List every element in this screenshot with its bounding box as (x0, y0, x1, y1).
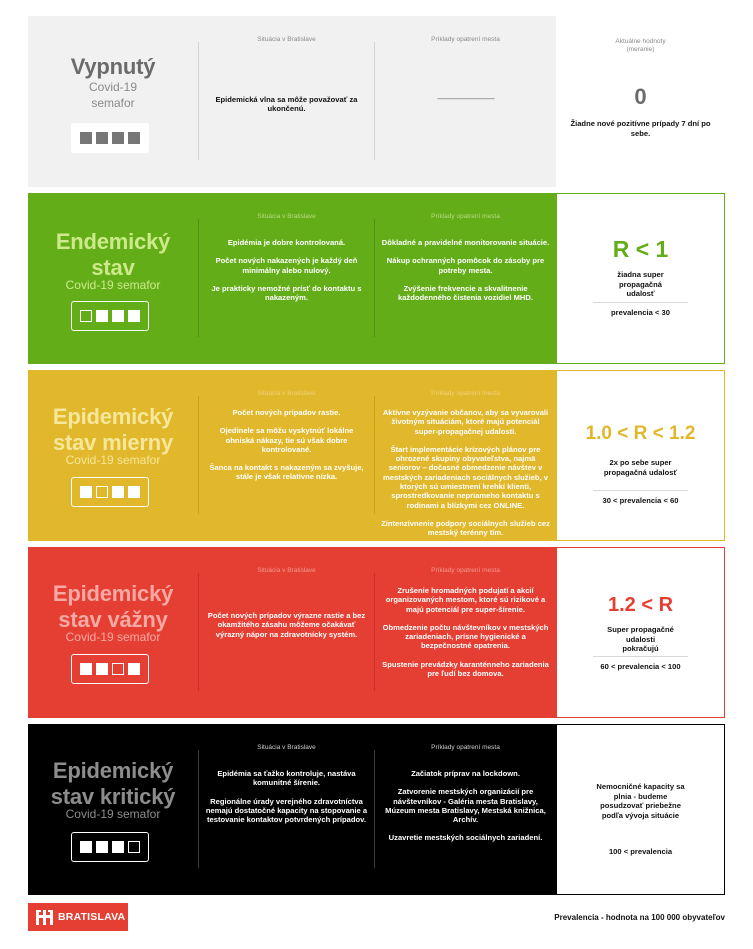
situation-text (205, 408, 368, 482)
situation-text (205, 769, 368, 824)
measures-text (381, 408, 550, 538)
value-separator (593, 656, 688, 657)
current-values (556, 370, 725, 541)
level-label (28, 193, 198, 364)
semafor-squares-icon (71, 832, 149, 862)
measures-item: Spustenie prevádzky karanténneho zariadenia pre ľudí bez domova. (382, 659, 549, 679)
situation-text (205, 238, 368, 302)
semafor-squares-icon (71, 654, 149, 684)
situation-item: Počet nových nakazených je každý deň minimálny alebo nulový. (215, 256, 358, 275)
column-header: Situácia v Bratislave (257, 567, 316, 574)
situation-item: Epidémia je dobre kontrolovaná. (227, 238, 346, 247)
level-subtitle: Covid-19 semafor (65, 453, 161, 467)
current-values (556, 193, 725, 364)
column-header: Situácia v Bratislave (257, 744, 316, 751)
column-header: Situácia v Bratislave (257, 36, 316, 43)
situation-item: Je prakticky nemožné prísť do kontaktu s nakazeným. (211, 283, 362, 303)
level-title: Endemický stav (55, 229, 171, 280)
situation-item: Epidémia sa ťažko kontroluje, nastáva komunitné šírenie. (217, 769, 356, 788)
situation-column (199, 193, 374, 364)
brand-name: BRATISLAVA (58, 911, 126, 923)
measures-item: Zatvorenie mestských organizácií pre návštevníkov - Galéria mesta Bratislavy, Múzeum mesta Bratislavy, Mestská knižnica, Archív. (385, 787, 546, 825)
prevalence-text: 100 < prevalencia (608, 847, 673, 856)
measures-text (381, 586, 550, 678)
value-indicator: R < 1 (612, 236, 669, 262)
measures-item: Obmedzenie počtu návštevníkov v mestských zariadeniach, prísne hygienické a bezpečnostné opatrenia. (382, 622, 549, 651)
column-header: Príklady opatrení mesta (431, 744, 500, 751)
semafor-level-critical (28, 724, 725, 895)
column-header: Situácia v Bratislave (257, 213, 316, 220)
semafor-squares-icon (71, 301, 149, 331)
semafor-level-endemic (28, 193, 725, 364)
current-values (556, 547, 725, 718)
measures-item: Začiatok príprav na lockdown. (411, 769, 520, 778)
level-subtitle: Covid-19 semafor (88, 80, 138, 110)
situation-text (205, 95, 368, 114)
value-description: Žiadne nové pozitívne prípady 7 dní po sebe. (570, 119, 711, 138)
semafor-level-serious (28, 547, 725, 718)
column-header: Príklady opatrení mesta (431, 567, 500, 574)
column-header: Príklady opatrení mesta (431, 390, 500, 397)
level-label (28, 724, 198, 895)
value-description: žiadna super propagačná udalosť (617, 270, 664, 299)
prevalence-text: 30 < prevalencia < 60 (602, 496, 679, 505)
situation-column (199, 370, 374, 541)
current-values (556, 724, 725, 895)
bratislava-logo (28, 903, 128, 931)
semafor-squares-icon (71, 477, 149, 507)
semafor-squares-icon (71, 123, 149, 153)
situation-item: Šanca na kontakt s nakazeným sa zvyšuje, stále je však relatívne nízka. (209, 463, 364, 482)
value-description: 2x po sebe super propagačná udalosť (603, 458, 678, 477)
measures-item: Aktívne vyzývanie občanov, aby sa vyvarovali životným situáciám, ktoré majú potenciál super-propagačnej udalosti. (382, 408, 549, 436)
situation-item: Regionálne úrady verejného zdravotníctva nemajú dostatočné kapacity na stopovanie a testovanie kontaktov potvrdených prípadov. (205, 796, 368, 825)
value-description: Nemocničné kapacity sa plnia - budeme posudzovať priebežne podľa vývoja situácie (596, 782, 685, 820)
measures-item: ——————— (437, 93, 494, 103)
column-header: Príklady opatrení mesta (431, 213, 500, 220)
level-title: Epidemický stav mierny (52, 404, 174, 455)
measures-column (375, 724, 556, 895)
level-title: Vypnutý (70, 54, 156, 79)
level-label (28, 370, 198, 541)
level-subtitle: Covid-19 semafor (65, 630, 161, 644)
prevalence-text: 60 < prevalencia < 100 (600, 662, 681, 671)
column-header: Aktuálne hodnoty (meranie) (615, 38, 666, 53)
situation-column (199, 16, 374, 187)
level-subtitle: Covid-19 semafor (65, 278, 161, 292)
value-description: Super propagačné udalosti pokračujú (607, 625, 674, 654)
value-separator (593, 490, 688, 491)
measures-item: Zvýšenie frekvencie a skvalitnenie každodenného čistenia vozidiel MHD. (397, 283, 534, 303)
measures-item: Zrušenie hromadných podujatí a akcií organizovaných mestom, ktoré sú rizikové a majú potenciál pre super-šírenie. (385, 586, 546, 614)
value-indicator: 1.2 < R (607, 594, 674, 616)
level-label (28, 547, 198, 718)
measures-item: Uzavretie mestských sociálnych zariadení. (388, 833, 543, 843)
measures-item: Nákup ochranných pomôcok do zásoby pre potreby mesta. (386, 256, 545, 275)
measures-column (375, 547, 556, 718)
current-values (556, 16, 725, 187)
level-title: Epidemický stav kritický (50, 758, 176, 809)
measures-column (375, 193, 556, 364)
semafor-level-mild (28, 370, 725, 541)
value-indicator: 0 (634, 84, 647, 109)
column-header: Príklady opatrení mesta (431, 36, 500, 43)
prevalence-text: prevalencia < 30 (611, 308, 670, 317)
situation-column (199, 547, 374, 718)
level-subtitle: Covid-19 semafor (65, 807, 161, 821)
semafor-level-off (28, 16, 725, 187)
situation-column (199, 724, 374, 895)
bratislava-logo-icon (36, 909, 53, 926)
level-title: Epidemický stav vážny (52, 581, 174, 632)
situation-item: Počet nových prípadov rastie. (232, 408, 341, 417)
measures-column (375, 16, 556, 187)
column-header: Situácia v Bratislave (257, 390, 316, 397)
level-label (28, 16, 198, 187)
measures-item: Zintenzívnenie podpory sociálnych služieb cez mestský terénny tím. (381, 518, 550, 538)
situation-item: Epidemická vlna sa môže považovať za ukončenú. (215, 95, 358, 114)
situation-item: Ojedinele sa môžu vyskytnúť lokálne ohniská nákazy, tie sú však dobre kontrolované. (219, 426, 354, 454)
value-indicator: 1.0 < R < 1.2 (585, 423, 696, 444)
measures-text (381, 94, 550, 103)
situation-text (205, 611, 368, 639)
measures-item: Štart implementácie krízových plánov pre ohrozené skupiny obyvateľstva, najmä seniorov – dočasné obmedzenie návštev v mestských zariadeniach sociálnych služieb, v ktorých sú umiestnení krehkí klienti, sprostredkovanie nepriameho kontaktu s rodinami a blízkymi cez ONLINE. (382, 444, 549, 510)
measures-text (381, 238, 550, 302)
situation-item: Počet nových prípadov výrazne rastie a bez okamžitého zásahu môžeme očakávať výrazný nápor na zdravotnícky systém. (207, 611, 366, 639)
value-separator (593, 302, 688, 303)
measures-item: Dôkladné a pravidelné monitorovanie situácie. (381, 238, 550, 247)
measures-column (375, 370, 556, 541)
measures-text (381, 769, 550, 843)
prevalence-note: Prevalencia - hodnota na 100 000 obyvateľov (554, 913, 725, 922)
